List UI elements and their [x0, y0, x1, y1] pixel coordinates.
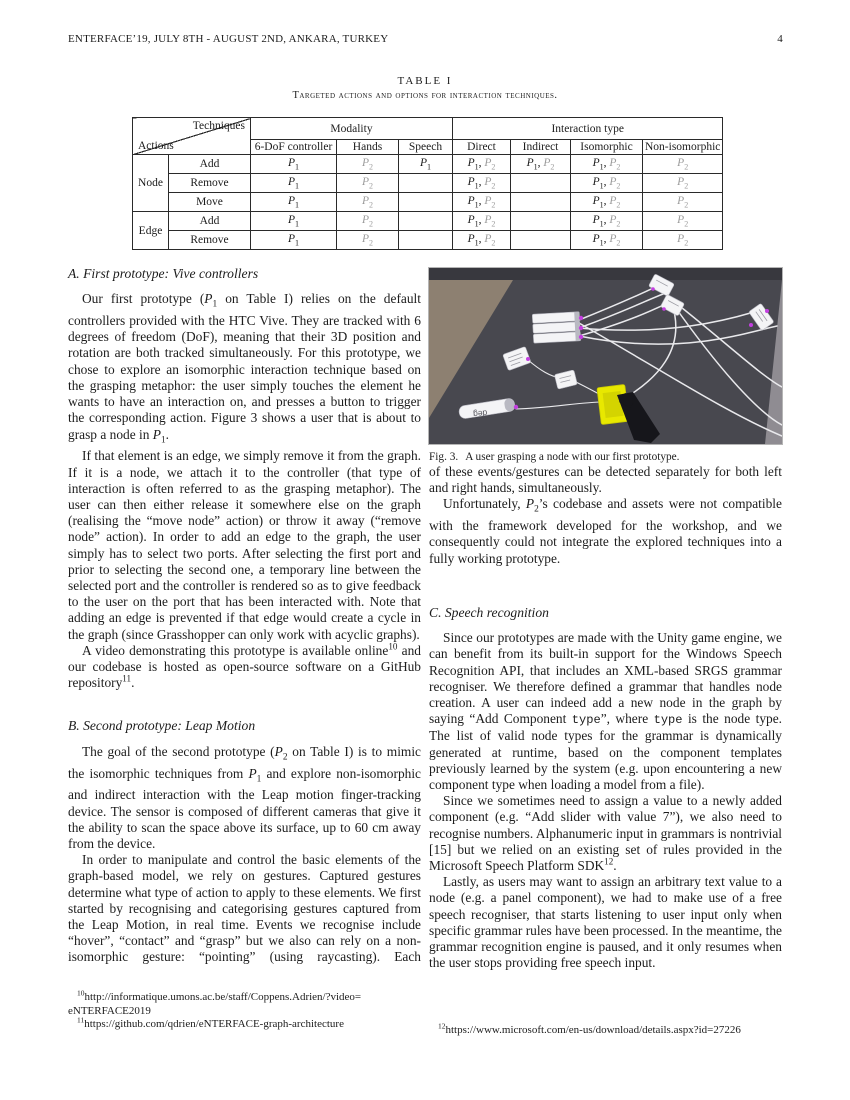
node-stack — [532, 312, 580, 343]
interaction-table — [132, 117, 723, 250]
page-number: 4 — [777, 33, 783, 45]
table-row — [133, 212, 723, 231]
table-cell: $P_1$ — [251, 155, 337, 174]
paragraph: Our first prototype ($P_1$ on Table I) relies on the default controllers provided with the HTC Vive. They are tracked with 6 degrees of freedom (DoF), meaning that their 3D position and rotation are both tracked simultaneously. For this prototype, we chose to explore an isomorphic interaction technique based on the grasping metaphor: the user simply touches the element he wants to have an interaction on, and presses a button to trigger the corresponding action. Figure 3 shows a user that is about to grasp a node in $P_1$. — [68, 291, 421, 446]
table-cell — [399, 174, 453, 193]
figure-caption-label: Fig. 3. — [429, 451, 459, 463]
figure-caption-text: A user grasping a node with our first prototype. — [465, 451, 680, 463]
figure-3 — [429, 268, 782, 464]
row-action-label: Remove — [169, 174, 251, 193]
table-label: TABLE I — [397, 75, 453, 87]
row-group-label: Node — [133, 155, 169, 212]
table-caption: Targeted actions and options for interaction techniques. — [292, 90, 558, 101]
paragraph: of these events/gestures can be detected separately for both left and right hands, simultaneously. — [429, 464, 782, 496]
paragraph: A video demonstrating this prototype is available online$^{10}$ and our codebase is hosted as open-source software on a GitHub repository$^{11}$. — [68, 641, 421, 691]
table-cell: $P_2$ — [337, 193, 399, 212]
table-cell — [399, 193, 453, 212]
table-cell: $P_2$ — [337, 174, 399, 193]
table-cell: $P_2$ — [337, 231, 399, 250]
diagonal-header-cell — [133, 118, 251, 155]
port-dot — [526, 357, 530, 361]
table-cell — [511, 231, 571, 250]
table-cell: $P_1$, $P_2$ — [453, 231, 511, 250]
table-cell — [399, 231, 453, 250]
port-dot — [514, 405, 518, 409]
col-header: Isomorphic — [571, 140, 643, 155]
figure-top-strip — [429, 268, 782, 280]
paragraph: Since we sometimes need to assign a value to a newly added component (e.g. “Add slider with value 7”), we also need to recognise numbers. Alphanumeric input in grammars is nontrivial [15] but we relied on an existing set of rules provided in the Microsoft Speech Platform SDK$^{12}$. — [429, 793, 782, 873]
section-heading-b: B. Second prototype: Leap Motion — [68, 718, 256, 734]
table-cell: $P_1$, $P_2$ — [453, 174, 511, 193]
row-action-label: Add — [169, 155, 251, 174]
table-cell: $P_1$, $P_2$ — [571, 212, 643, 231]
node-deg-label: deg — [472, 408, 488, 420]
table-cell: $P_1$, $P_2$ — [571, 231, 643, 250]
paragraph: Unfortunately, $P_2’s$ codebase and assets were not compatible with the framework developed for the workshop, and we consequently could not integrate the explored techniques into a fully working prototype. — [429, 496, 782, 566]
table-cell: $P_2$ — [337, 212, 399, 231]
table-header-row-1 — [133, 118, 723, 140]
row-action-label: Add — [169, 212, 251, 231]
table-cell: $P_2$ — [643, 212, 723, 231]
port-dot — [579, 335, 583, 339]
table-row — [133, 174, 723, 193]
port-dot — [749, 323, 753, 327]
footnote: $^{10}$http://informatique.umons.ac.be/staff/Coppens.Adrien/?video= eNTERFACE2019 — [68, 988, 362, 1017]
table-cell — [399, 212, 453, 231]
table-row — [133, 155, 723, 174]
table-cell: $P_1$ — [399, 155, 453, 174]
section-heading-a: A. First prototype: Vive controllers — [68, 266, 259, 281]
table-cell: $P_2$ — [337, 155, 399, 174]
col-header: Speech — [399, 140, 453, 155]
table-cell: $P_1$, $P_2$ — [571, 155, 643, 174]
table-cell: $P_2$ — [643, 174, 723, 193]
diagonal-label-techniques: Techniques — [192, 120, 245, 132]
col-header: Indirect — [511, 140, 571, 155]
figure-3-image — [429, 268, 782, 444]
left-column — [68, 266, 421, 966]
table-cell — [511, 174, 571, 193]
table-cell: $P_1$, $P_2$ — [571, 193, 643, 212]
table-body — [133, 155, 723, 250]
table-cell: $P_1$ — [251, 174, 337, 193]
group-header-modality: Modality — [251, 118, 453, 140]
table-cell: $P_2$ — [643, 155, 723, 174]
col-header: Non-isomorphic — [643, 140, 723, 155]
paragraph: Since our prototypes are made with the Unity game engine, we can benefit from its built-in support for the Windows Speech Recognition API, that includes an XML-based SRGS grammar recogniser. We therefore defined a grammar that handles node creation. A user can indeed add a new node in the graph by saying “Add Component type”, where type is the node type. The list of valid node types for the grammar is dynamically generated at runtime, based on the component templates previously learned by the system (e.g. upon encountering a new component type when loading a model from a file). — [429, 630, 782, 792]
table-cell — [511, 212, 571, 231]
paragraph: If that element is an edge, we simply remove it from the graph. If it is a node, we attach it to the controller (that type of interaction is often referred to as the grasping metaphor). The user can then either release it somewhere else on the graph (realising the “move node” action) or throw it away (“remove node” action). In order to add an edge to the graph, the user simply has to select two ports. After selecting the first port and prior to selecting the second one, a temporary line between the selected port and the controller is rendered so as to give feedback to the user on the port that has been interacted with. Note that adding an edge is prevented if that edge would create a cycle in the graph (since Grasshopper can only work with acyclic graphs). — [68, 448, 421, 642]
footnotes-right — [429, 1021, 782, 1038]
section-heading-c: C. Speech recognition — [429, 604, 549, 620]
table-cell: $P_1$, $P_2$ — [453, 193, 511, 212]
group-header-interaction-type: Interaction type — [453, 118, 723, 140]
footnotes-left — [68, 988, 421, 1032]
port-dot — [651, 287, 655, 291]
paragraph: The goal of the second prototype ($P_2$ on Table I) is to mimic the isomorphic techniques from $P_1$ and explore non-isomorphic and indirect interaction with the Leap motion finger-tracking device. The sensor is composed of different cameras that give it the ability to scan the space above its surface, up to 60 cm away from the device. — [68, 743, 422, 851]
footnote: $^{11}$https://github.com/qdrien/eNTERFACE-graph-architecture — [77, 1015, 344, 1030]
table-row — [133, 231, 723, 250]
row-action-label: Remove — [169, 231, 251, 250]
table-cell: $P_1$ — [251, 212, 337, 231]
col-header: Direct — [453, 140, 511, 155]
table-cell — [511, 193, 571, 212]
table-cell: $P_1$, $P_2$ — [453, 155, 511, 174]
table-cell: $P_2$ — [643, 231, 723, 250]
diagonal-label-actions: Actions — [138, 140, 174, 152]
table-cell: $P_1$, $P_2$ — [453, 212, 511, 231]
table-cell: $P_1$ — [251, 231, 337, 250]
table-cell: $P_1$ — [251, 193, 337, 212]
footnote: $^{12}$https://www.microsoft.com/en-us/download/details.aspx?id=27226 — [438, 1021, 741, 1036]
port-dot — [579, 326, 583, 330]
figure-caption — [429, 451, 782, 464]
port-dot — [579, 316, 583, 320]
paragraph: In order to manipulate and control the basic elements of the graph-based model, we rely on gestures. Captured gestures determine what type of action to apply to these elements. We first started by recognising and categorising gestures captured from the Leap Motion, in real time. Events we recognise include “hover”, “contact” and “grasp” but we also can rely on a non-isomorphic gesture: “pointing” (using raycasting). Each — [68, 852, 421, 965]
paragraph: Lastly, as users may want to assign an arbitrary text value to a node (e.g. a panel component), we had to make use of a free speech recogniser, that starts listening to user input only when specific grammar rules have been processed. In the meantime, the grammar recognition engine is paused, and it only resumes when the user stops providing free speech input. — [429, 874, 782, 971]
table-cell: $P_2$ — [643, 193, 723, 212]
port-dot — [765, 309, 769, 313]
row-action-label: Move — [169, 193, 251, 212]
col-header: 6-DoF controller — [251, 140, 337, 155]
conference-title: ENTERFACE’19, JULY 8TH - AUGUST 2ND, ANKARA, TURKEY — [68, 33, 389, 45]
port-dot — [662, 307, 666, 311]
table-cell: $P_1$, $P_2$ — [511, 155, 571, 174]
table-row — [133, 193, 723, 212]
row-group-label: Edge — [133, 212, 169, 250]
table-cell: $P_1$, $P_2$ — [571, 174, 643, 193]
running-head — [68, 33, 783, 45]
right-column — [429, 266, 782, 971]
col-header: Hands — [337, 140, 399, 155]
